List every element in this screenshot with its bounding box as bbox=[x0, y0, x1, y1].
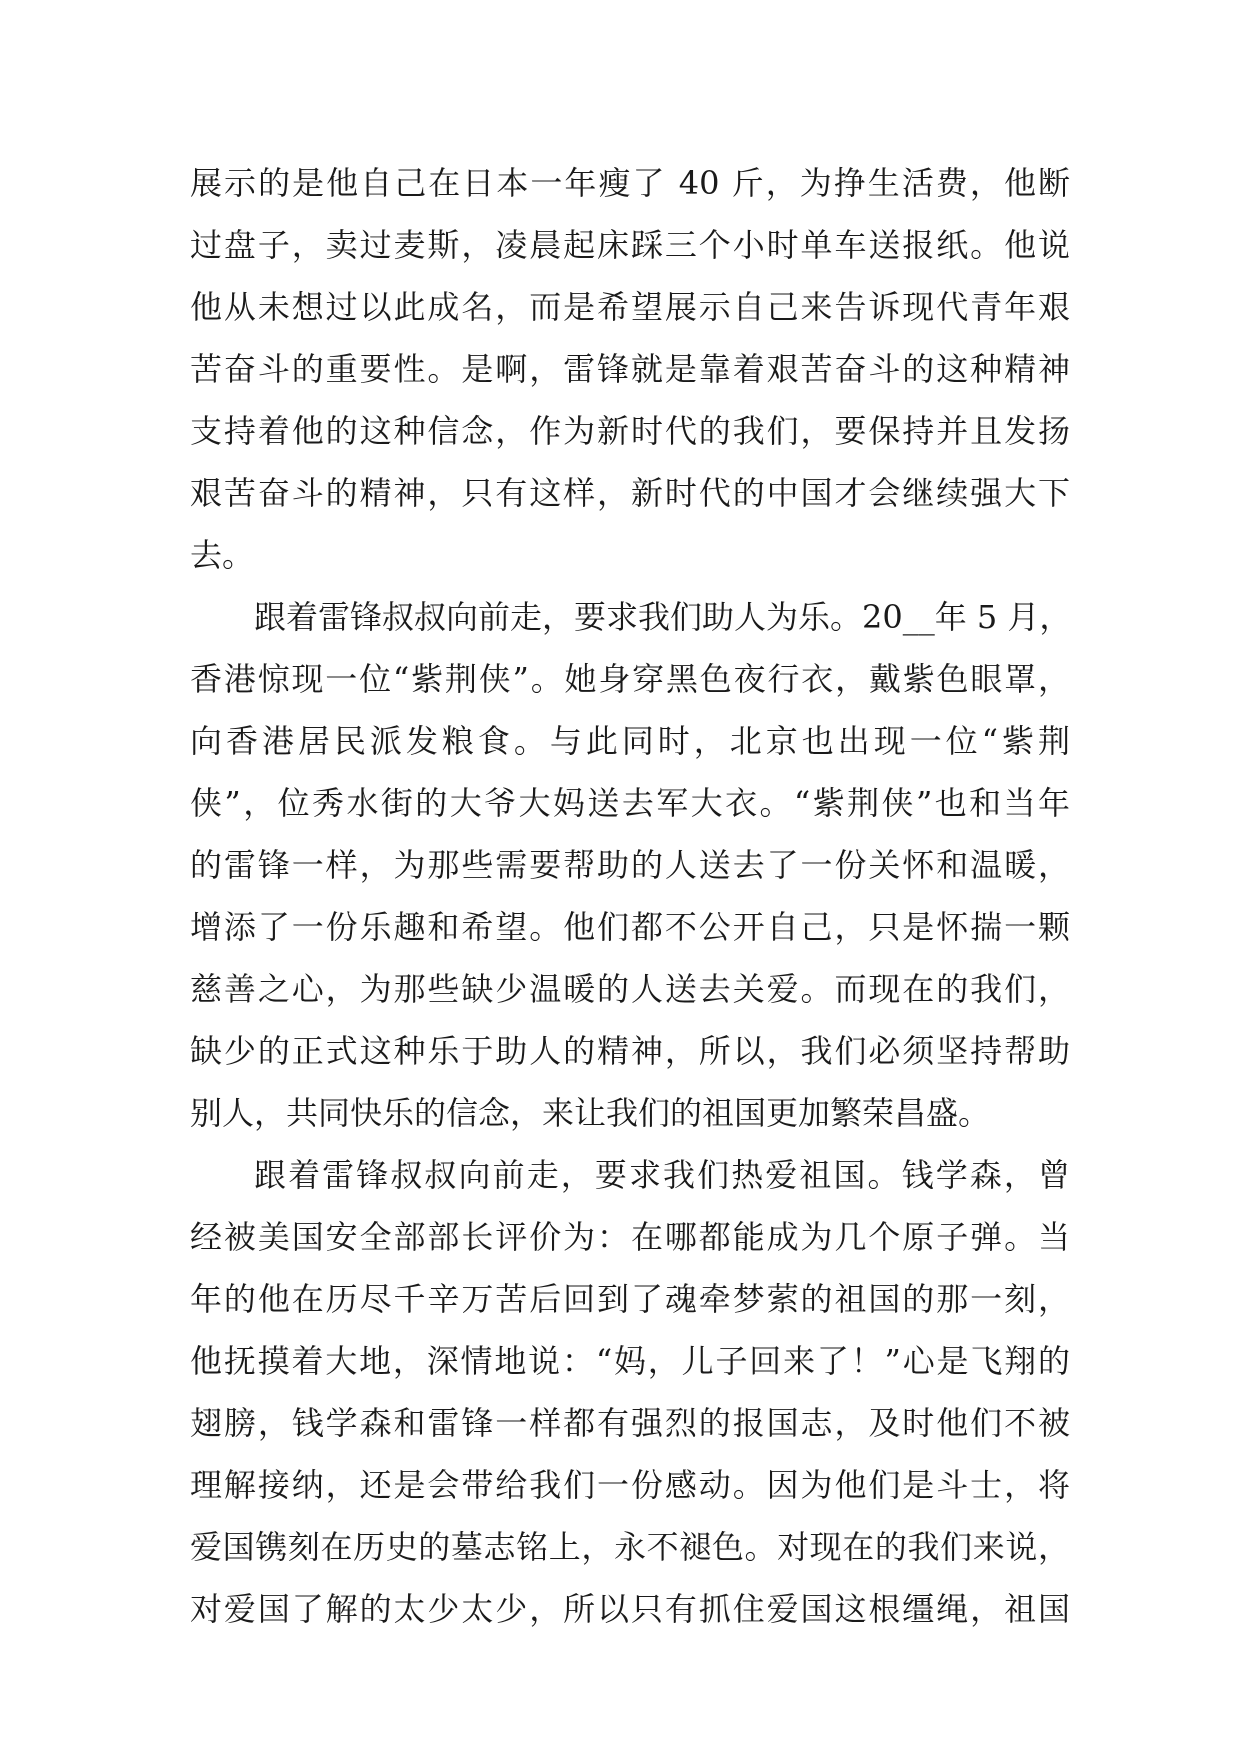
text-line: 年的他在历尽千辛万苦后回到了魂牵梦萦的祖国的那一刻， bbox=[190, 1280, 1070, 1318]
paragraph-first-line: 跟着雷锋叔叔向前走，要求我们助人为乐。20__年 5 月， bbox=[254, 598, 1072, 636]
text-line: 过盘子，卖过麦斯，凌晨起床踩三个小时单车送报纸。他说 bbox=[190, 226, 1070, 264]
text-line: 支持着他的这种信念，作为新时代的我们，要保持并且发扬 bbox=[190, 412, 1070, 450]
text-line: 慈善之心，为那些缺少温暖的人送去关爱。而现在的我们， bbox=[190, 970, 1070, 1008]
text-line: 艰苦奋斗的精神，只有这样，新时代的中国才会继续强大下 bbox=[190, 474, 1070, 512]
text-line: 侠”，位秀水街的大爷大妈送去军大衣。“紫荆侠”也和当年 bbox=[190, 784, 1070, 822]
text-line: 的雷锋一样，为那些需要帮助的人送去了一份关怀和温暖， bbox=[190, 846, 1070, 884]
text-line: 香港惊现一位“紫荆侠”。她身穿黑色夜行衣，戴紫色眼罩， bbox=[190, 660, 1070, 698]
text-line: 向香港居民派发粮食。与此同时，北京也出现一位“紫荆 bbox=[190, 722, 1070, 760]
text-line: 增添了一份乐趣和希望。他们都不公开自己，只是怀揣一颗 bbox=[190, 908, 1070, 946]
text-line: 对爱国了解的太少太少，所以只有抓住爱国这根缰绳，祖国 bbox=[190, 1590, 1070, 1628]
body-text bbox=[190, 152, 1070, 1640]
paragraph-first-line: 跟着雷锋叔叔向前走，要求我们热爱祖国。钱学森，曾 bbox=[254, 1156, 1070, 1194]
text-line: 爱国镌刻在历史的墓志铭上，永不褪色。对现在的我们来说， bbox=[190, 1528, 1070, 1566]
text-line: 苦奋斗的重要性。是啊，雷锋就是靠着艰苦奋斗的这种精神 bbox=[190, 350, 1070, 388]
text-line: 他抚摸着大地，深情地说：“妈，儿子回来了！”心是飞翔的 bbox=[190, 1342, 1070, 1380]
text-line: 经被美国安全部部长评价为：在哪都能成为几个原子弹。当 bbox=[190, 1218, 1070, 1256]
text-line: 去。 bbox=[190, 536, 255, 574]
text-line: 理解接纳，还是会带给我们一份感动。因为他们是斗士，将 bbox=[190, 1466, 1070, 1504]
text-line: 缺少的正式这种乐于助人的精神，所以，我们必须坚持帮助 bbox=[190, 1032, 1070, 1070]
text-line: 别人，共同快乐的信念，来让我们的祖国更加繁荣昌盛。 bbox=[190, 1094, 991, 1132]
text-line: 他从未想过以此成名，而是希望展示自己来告诉现代青年艰 bbox=[190, 288, 1070, 326]
text-line: 翅膀，钱学森和雷锋一样都有强烈的报国志，及时他们不被 bbox=[190, 1404, 1070, 1442]
text-line: 展示的是他自己在日本一年瘦了 40 斤，为挣生活费，他断 bbox=[190, 164, 1070, 202]
